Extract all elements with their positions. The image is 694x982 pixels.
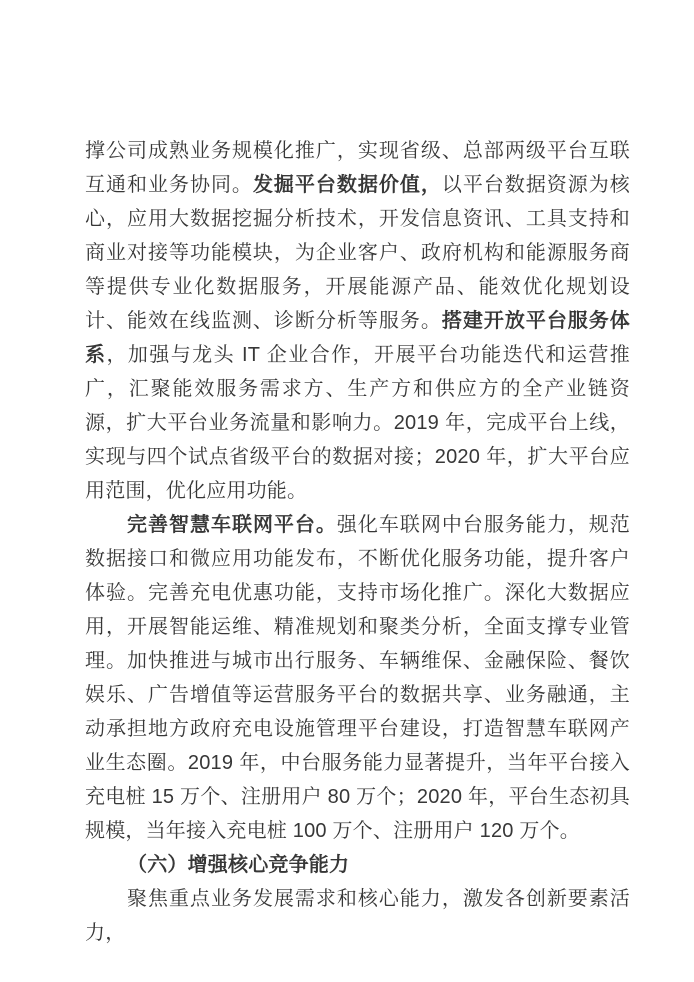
paragraph-platform-data-value: [85, 134, 630, 508]
document-body-text: [85, 134, 630, 950]
text-run: 强化车联网中台服务能力，规范数据接口和微应用功能发布，不断优化服务功能，提升客户体验。完善充电优惠功能，支持市场化推广。深化大数据应用，开展智能运维、精准规划和聚类分析，全面支撑专业管理。加快推进与城市出行服务、车辆维保、金融保险、餐饮娱乐、广告增值等运营服务平台的数据共享、业务融通，主动承担地方政府充电设施管理平台建设，打造智慧车联网产业生态圈。2019 年，中台服务能力显著提升，当年平台接入充电桩 15 万个、注册用户 80 万个；2020 年，平台生态初具规模，当年接入充电桩 100 万个、注册用户 120 万个。: [85, 514, 631, 842]
bold-text-run: 搭建开放平台服务体系: [85, 310, 630, 366]
bold-text-run: 完善智慧车联网平台。: [127, 514, 337, 536]
paragraph-smart-ev-network-platform: [85, 508, 630, 848]
paragraph-core-competitiveness: [85, 882, 630, 950]
bold-text-run: （六）增强核心竞争能力: [127, 854, 350, 876]
bold-text-run: 发掘平台数据价值，: [252, 174, 442, 196]
text-run: ，加强与龙头 IT 企业合作，开展平台功能迭代和运营推广，汇聚能效服务需求方、生产方和供应方的全产业链资源，扩大平台业务流量和影响力。2019 年，完成平台上线，实现与四个试点省级平台的数据对接；2020 年，扩大平台应用范围，优化应用功能。: [85, 344, 630, 502]
text-run: 以平台数据资源为核心，应用大数据挖掘分析技术，开发信息资讯、工具支持和商业对接等功能模块，为企业客户、政府机构和能源服务商等提供专业化数据服务，开展能源产品、能效优化规划设计、能效在线监测、诊断分析等服务。: [85, 174, 630, 332]
text-run: 撑公司成熟业务规模化推广，实现省级、总部两级平台互联互通和业务协同。: [85, 140, 630, 196]
section-heading-six: [85, 848, 630, 882]
text-run: 聚焦重点业务发展需求和核心能力，激发各创新要素活力，: [85, 888, 630, 944]
